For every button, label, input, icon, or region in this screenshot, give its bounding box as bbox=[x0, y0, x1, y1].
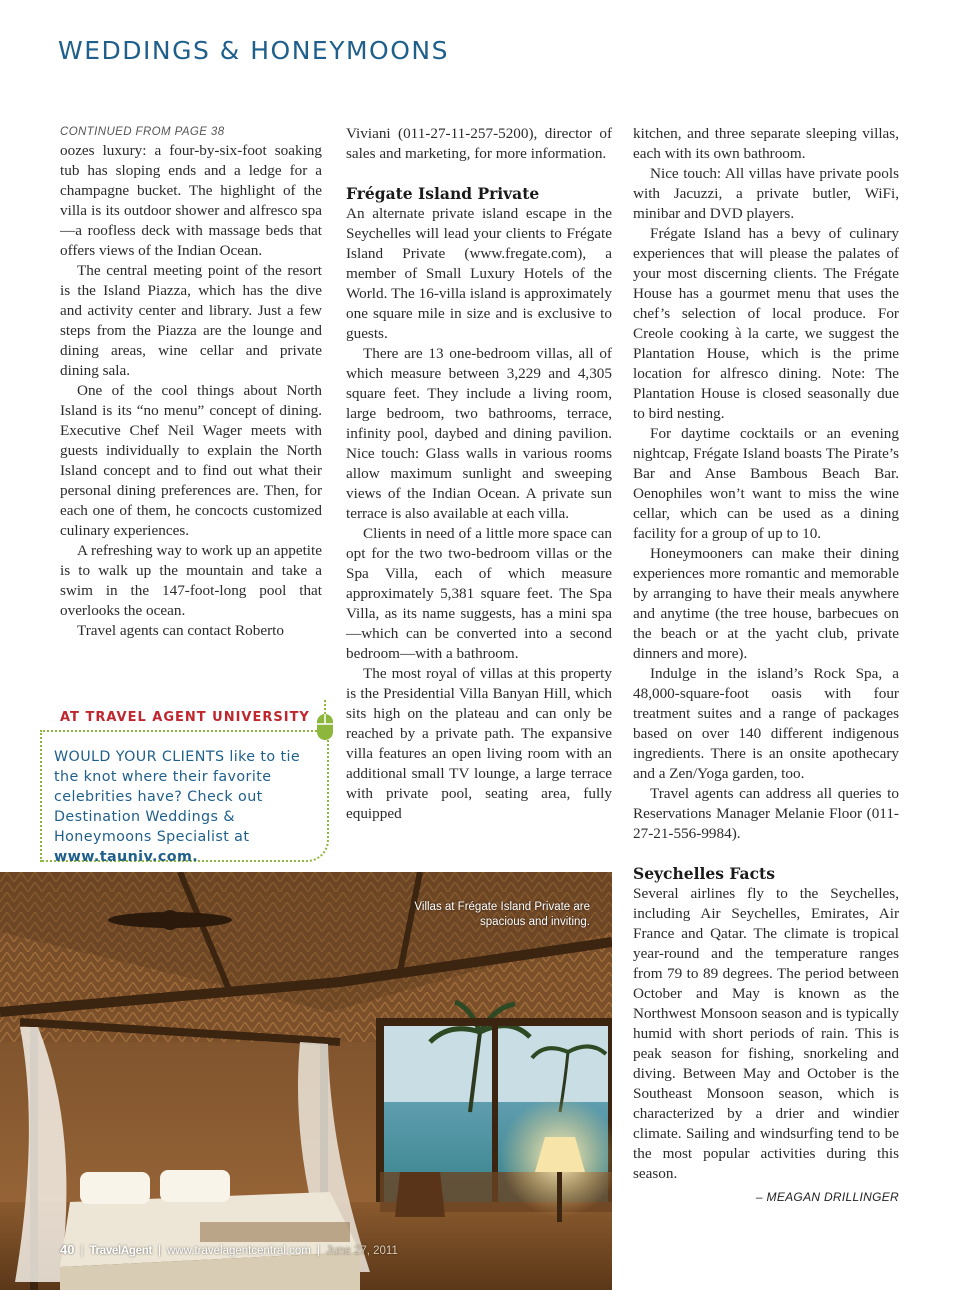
tau-promo-box bbox=[40, 700, 335, 865]
paragraph: Clients in need of a little more space can opt for the two two-bedroom villas or the Spa Villa, each of which measure approximately 5,381 square feet. The Spa Villa, as its name suggests, has a mini spa—which can be converted into a second bedroom—with a bathroom. bbox=[346, 525, 612, 662]
paragraph: oozes luxury: a four-by-six-foot soaking tub has sloping ends and a ledge for a champagne bucket. The highlight of the villa is its outdoor shower and alfresco spa—a roofless deck with massage beds that offers views of the Indian Ocean. bbox=[60, 142, 322, 259]
paragraph: The central meeting point of the resort is the Island Piazza, which has the dive and activity center and library. Just a few steps from the Piazza are the lounge and dining areas, wine cellar and private dining sala. bbox=[60, 262, 322, 379]
article-column-2 bbox=[346, 124, 612, 824]
section-title: WEDDINGS & HONEYMOONS bbox=[58, 36, 449, 65]
byline: – MEAGAN DRILLINGER bbox=[755, 1190, 899, 1204]
issue-date: June 27, 2011 bbox=[325, 1245, 398, 1257]
magazine-name: TravelAgent bbox=[89, 1245, 152, 1257]
paragraph: Honeymooners can make their dining experiences more romantic and memorable by arranging to have their meals anywhere and anytime (the tree house, barbecues on the beach or at the yacht club, private dinners and more). bbox=[633, 545, 899, 662]
page-footer: 40 | TravelAgent | www.travelagentcentral.com | June 27, 2011 bbox=[60, 1242, 398, 1257]
photo-caption: Villas at Frégate Island Private are spacious and inviting. bbox=[414, 901, 590, 928]
paragraph: An alternate private island escape in the Seychelles will lead your clients to Frégate Island Private (www.fregate.com), a member of Small Luxury Hotels of the World. The 16-villa island is approximately one square mile in size and is exclusive to guests. bbox=[346, 205, 612, 342]
paragraph: Nice touch: All villas have private pools with Jacuzzi, a private butler, WiFi, minibar and DVD players. bbox=[633, 165, 899, 222]
paragraph: Indulge in the island’s Rock Spa, a 48,000-square-foot oasis with four treatment suites and a range of packages based on over 140 different indigenous ingredients. There is an onsite apothecary and a Zen/Yoga garden, too. bbox=[633, 665, 899, 782]
villa-bedroom-photo bbox=[0, 872, 612, 1290]
article-column-3 bbox=[633, 124, 899, 1207]
paragraph: Frégate Island has a bevy of culinary experiences that will please the palates of your most discerning clients. The Frégate House has a gourmet menu that uses the chef’s selection of local produce. For Creole cooking à la carte, we suggest the Plantation House, which is the prime location for alfresco dining. Note: The Plantation House is closed seasonally due to bird nesting. bbox=[633, 225, 899, 422]
paragraph: Travel agents can address all queries to Reservations Manager Melanie Floor (011-27-21-556-9984). bbox=[633, 785, 899, 842]
paragraph: Viviani (011-27-11-257-5200), director of sales and marketing, for more information. bbox=[346, 125, 612, 162]
paragraph: There are 13 one-bedroom villas, all of which measure between 3,229 and 4,305 square feet. They include a living room, large bedroom, two bathrooms, terrace, infinity pool, daybed and dining pavilion. Nice touch: Glass walls in various rooms allow maximum sunlight and sweeping views of the Indian Ocean. A private sun terrace is also available at each villa. bbox=[346, 345, 612, 522]
subhead-seychelles-facts: Seychelles Facts bbox=[633, 864, 775, 883]
paragraph: Travel agents can contact Roberto bbox=[77, 622, 284, 639]
page-number: 40 bbox=[60, 1242, 75, 1257]
continued-from-label: CONTINUED FROM PAGE 38 bbox=[60, 126, 225, 138]
article-column-1 bbox=[60, 124, 322, 641]
subhead-fregate: Frégate Island Private bbox=[346, 184, 540, 203]
paragraph: kitchen, and three separate sleeping villas, each with its own bathroom. bbox=[633, 125, 899, 162]
photo-illustration bbox=[0, 872, 612, 1290]
paragraph: The most royal of villas at this property is the Presidential Villa Banyan Hill, which sits high on the plateau and can only be reached by a private path. The expansive villa features an open living room with an additional small TV lounge, a large terrace with private pool, seating area, fully equipped bbox=[346, 665, 612, 822]
paragraph: For daytime cocktails or an evening nightcap, Frégate Island boasts The Pirate’s Bar and Anse Bambous Beach Bar. Oenophiles won’t want to miss the wine cellar, which can be used as a dining facility for a group of up to 10. bbox=[633, 425, 899, 542]
computer-mouse-icon bbox=[314, 700, 336, 750]
paragraph: A refreshing way to work up an appetite is to walk up the mountain and take a swim in the 147-foot-long pool that overlooks the ocean. bbox=[60, 542, 322, 619]
tau-body: WOULD YOUR CLIENTS like to tie the knot where their favorite celebrities have? Check out Destination Weddings & Honeymoons Specialist at bbox=[54, 749, 301, 845]
tau-text bbox=[54, 747, 316, 867]
tau-title: AT TRAVEL AGENT UNIVERSITY bbox=[60, 710, 310, 725]
paragraph: Several airlines fly to the Seychelles, including Air Seychelles, Emirates, Air France and Qatar. The climate is tropical year-round and the temperature ranges from 79 to 89 degrees. The period between October and May is known as the Northwest Monsoon season and is typically humid with short periods of rain. This is peak season for fishing, snorkeling and diving. Between May and October is the Southeast Monsoon season, which is characterized by a drier and windier climate. Sailing and windsurfing tend to be the most popular activities during this season. bbox=[633, 885, 899, 1182]
footer-url[interactable]: www.travelagentcentral.com bbox=[167, 1245, 311, 1257]
paragraph: One of the cool things about North Island is its “no menu” concept of dining. Executive Chef Neil Wager meets with guests individually to explain the North Island concept and to find out what their personal dining preferences are. Then, for each one of them, he concocts customized culinary experiences. bbox=[60, 382, 322, 539]
tau-link[interactable]: www.tauniv.com. bbox=[54, 849, 199, 865]
